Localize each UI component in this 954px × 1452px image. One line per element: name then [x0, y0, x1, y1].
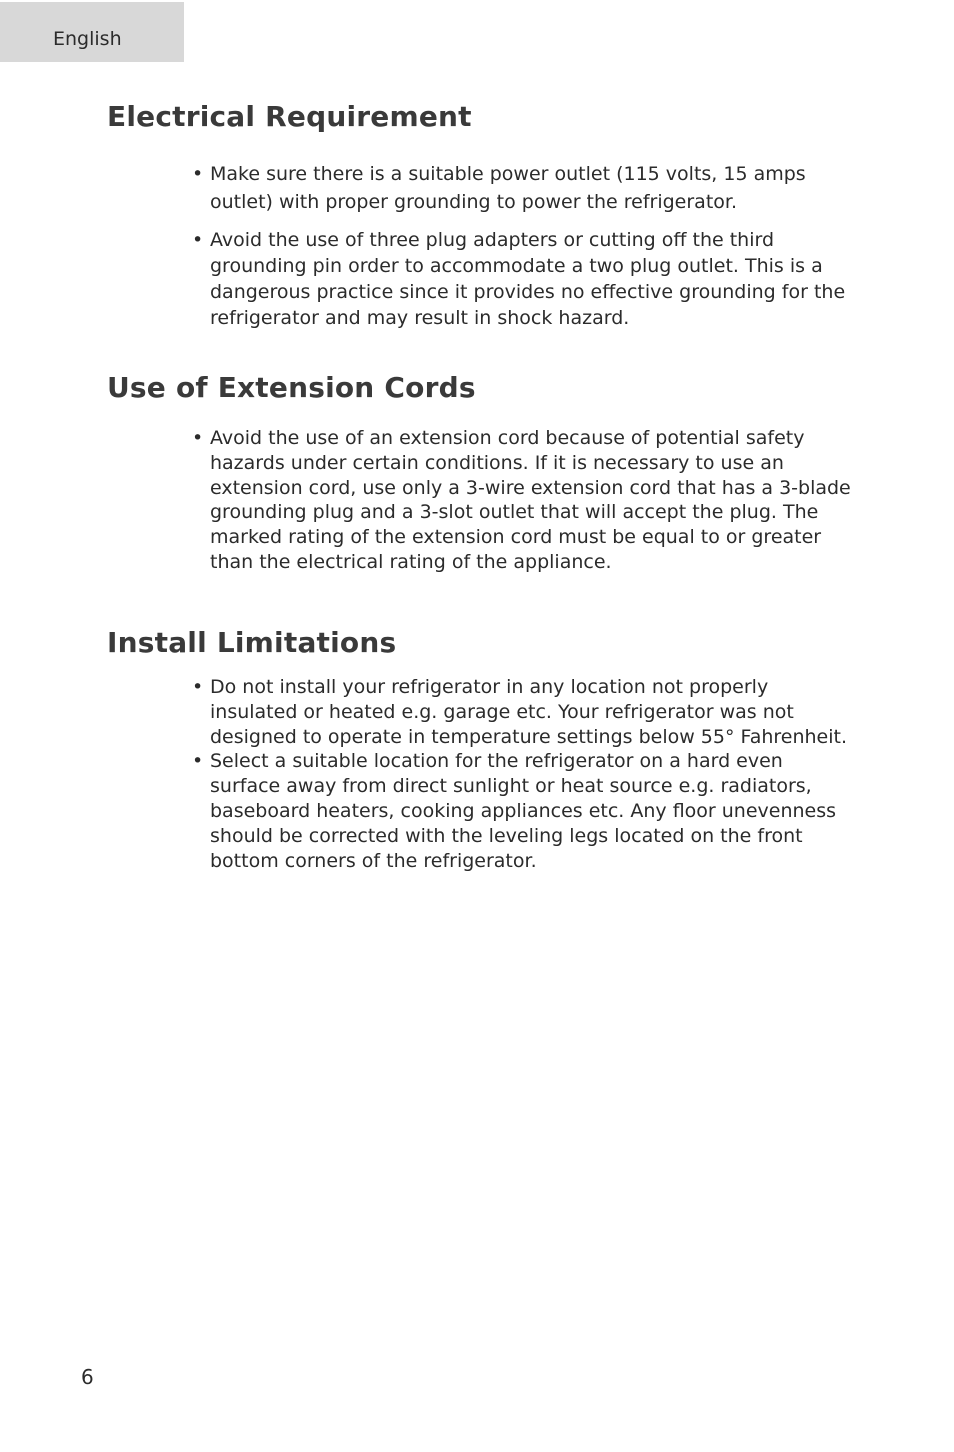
list-item: • Select a suitable location for the refrigerator on a hard even surface away from direct sunlight or heat source e.g. radiators, baseboard heaters, cooking appliances etc. Any floor unevenness should be corrected with the leveling legs located on the front bottom corners of the refrigerator. [192, 749, 852, 873]
page-number: 6 [81, 1365, 94, 1389]
bullet-list-install-limitations [192, 675, 852, 873]
list-item: • Do not install your refrigerator in any location not properly insulated or heated e.g. garage etc. Your refrigerator was not designed to operate in temperature settings below 55° Fahrenheit. [192, 675, 852, 749]
section-heading-install-limitations: Install Limitations [107, 626, 397, 659]
section-heading-extension-cords: Use of Extension Cords [107, 371, 476, 404]
language-tab [0, 2, 184, 62]
section-heading-electrical-requirement: Electrical Requirement [107, 100, 472, 133]
list-item: • Avoid the use of an extension cord because of potential safety hazards under certain conditions. If it is necessary to use an extension cord, use only a 3-wire extension cord that has a 3-blade grounding plug and a 3-slot outlet that will accept the plug. The marked rating of the extension cord must be equal to or greater than the electrical rating of the appliance. [192, 426, 852, 575]
language-label: English [53, 28, 122, 50]
bullet-list-extension-cords [192, 426, 852, 575]
list-item: • Avoid the use of three plug adapters or cutting off the third grounding pin order to accommodate a two plug outlet. This is a dangerous practice since it provides no effective grounding for the refrigerator and may result in shock hazard. [192, 227, 852, 331]
list-item: • Make sure there is a suitable power outlet (115 volts, 15 amps outlet) with proper grounding to power the refrigerator. [192, 160, 852, 216]
bullet-list-electrical-requirement [192, 160, 852, 331]
